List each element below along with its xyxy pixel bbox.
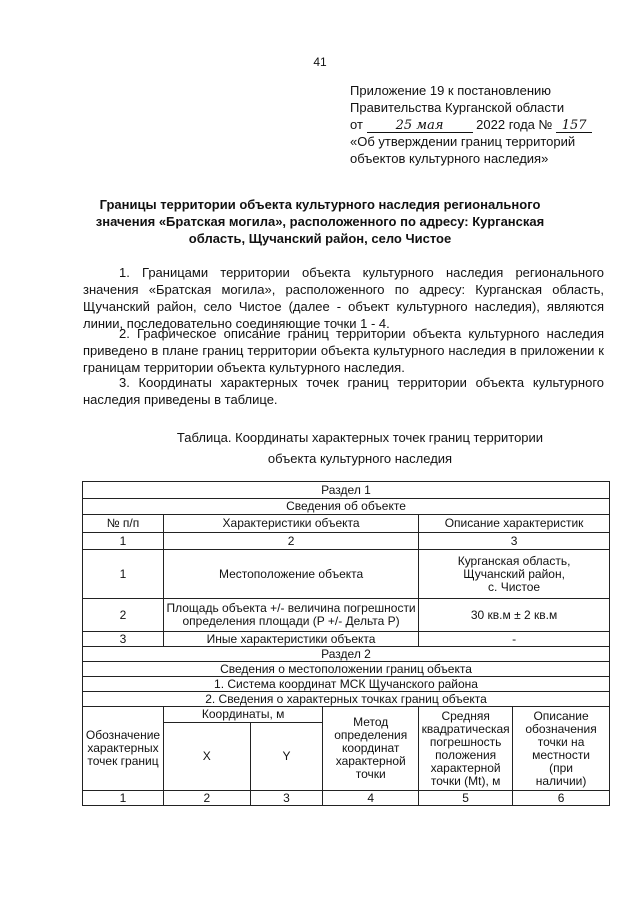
header-line: характерной — [335, 754, 406, 768]
row-name — [163, 599, 418, 632]
header-line: квадратическая — [421, 721, 510, 736]
row-name: Местоположение объекта — [163, 550, 418, 599]
document-title — [80, 196, 560, 247]
header-characteristics: Характеристики объекта — [163, 515, 418, 533]
header-line: точек границ — [87, 754, 159, 768]
title-line: Границы территории объекта культурного наследия регионального — [99, 197, 541, 212]
coordinates-table — [82, 481, 610, 806]
header-line: точки на — [537, 734, 585, 749]
row-number: 3 — [83, 632, 164, 647]
header-point-description — [513, 707, 610, 791]
header-line: точки — [355, 767, 386, 781]
header-number: № п/п — [83, 515, 164, 533]
paragraph-1: 1. Границами территории объекта культурного наследия регионального значения «Братская могила», расположенного по адресу: Курганская область, Щучанский район, село Чистое (далее - объект культурного наследия), являются линии, последовательно соединяющие точки 1 - 4. — [83, 265, 604, 331]
header-line: характерной — [430, 760, 501, 775]
caption-line: Таблица. Координаты характерных точек границ территории — [176, 430, 544, 445]
header-line: Средняя — [441, 708, 490, 723]
header-line: характерных — [87, 741, 159, 755]
section-2-header: Раздел 2 — [83, 647, 610, 662]
name-line: Площадь объекта +/- величина погрешности — [166, 601, 416, 615]
paragraph-2: 2. Графическое описание границ территории объекта культурного наследия приведено в плане границ территории объекта культурного наследия в приложении к границам территории объекта культурного наследия. — [83, 326, 604, 375]
header-line: точки (Mt), м — [430, 773, 501, 788]
column-number: 3 — [419, 533, 610, 550]
header-description: Описание характеристик — [419, 515, 610, 533]
column-number: 5 — [419, 791, 513, 806]
column-number: 2 — [163, 791, 250, 806]
paragraph-3: 3. Координаты характерных точек границ территории объекта культурного наследия приведены в таблице. — [83, 375, 604, 407]
header-error — [419, 707, 513, 791]
header-point-designation — [83, 707, 164, 791]
handwritten-number: 157 — [556, 119, 592, 133]
header-line: наличии) — [535, 773, 587, 788]
header-line: Обозначение — [85, 728, 161, 742]
points-info-header: 2. Сведения о характерных точках границ объекта — [83, 692, 610, 707]
header-line: (при — [549, 760, 573, 775]
name-line: определения площади (P +/- Дельта P) — [182, 614, 400, 628]
appendix-block — [350, 82, 592, 167]
row-name: Иные характеристики объекта — [163, 632, 418, 647]
header-line: Описание — [533, 708, 589, 723]
appendix-date-line — [350, 116, 592, 133]
column-number: 6 — [513, 791, 610, 806]
title-line: значения «Братская могила», расположенного по адресу: Курганская — [95, 214, 545, 229]
header-coordinates: Координаты, м — [163, 707, 322, 723]
appendix-line-4: «Об утверждении границ территорий — [350, 134, 576, 149]
handwritten-date: 25 мая — [367, 119, 473, 133]
appendix-line-1: Приложение 19 к постановлению — [350, 83, 552, 98]
coordinate-system: 1. Система координат МСК Щучанского района — [83, 677, 610, 692]
desc-line: с. Чистое — [488, 579, 541, 594]
row-description — [419, 550, 610, 599]
from-label: от — [350, 117, 363, 132]
column-number: 1 — [83, 533, 164, 550]
title-line: область, Щучанский район, село Чистое — [188, 231, 452, 246]
column-number: 2 — [163, 533, 418, 550]
desc-line: Щучанский район, — [463, 566, 565, 581]
row-description: - — [419, 632, 610, 647]
location-info-header: Сведения о местоположении границ объекта — [83, 662, 610, 677]
row-number: 2 — [83, 599, 164, 632]
column-number: 1 — [83, 791, 164, 806]
table-caption — [100, 427, 620, 469]
caption-line: объекта культурного наследия — [267, 451, 453, 466]
header-line: Метод — [353, 715, 389, 729]
section-1-header: Раздел 1 — [83, 482, 610, 499]
year-text: 2022 года — [476, 117, 535, 132]
appendix-line-5: объектов культурного наследия» — [350, 151, 549, 166]
page-number: 41 — [313, 55, 327, 69]
header-line: определения — [334, 728, 408, 742]
appendix-line-2: Правительства Курганской области — [350, 100, 565, 115]
header-line: обозначения — [525, 721, 597, 736]
number-label: № — [538, 117, 553, 132]
column-number: 3 — [250, 791, 323, 806]
column-number: 4 — [323, 791, 419, 806]
row-description: 30 кв.м ± 2 кв.м — [419, 599, 610, 632]
header-y: Y — [250, 723, 323, 791]
header-x: X — [163, 723, 250, 791]
object-info-header: Сведения об объекте — [83, 499, 610, 515]
header-line: местности — [532, 747, 591, 762]
header-line: координат — [342, 741, 400, 755]
header-line: положения — [435, 747, 497, 762]
desc-line: Курганская область, — [457, 553, 571, 568]
header-method — [323, 707, 419, 791]
row-number: 1 — [83, 550, 164, 599]
header-line: погрешность — [429, 734, 502, 749]
